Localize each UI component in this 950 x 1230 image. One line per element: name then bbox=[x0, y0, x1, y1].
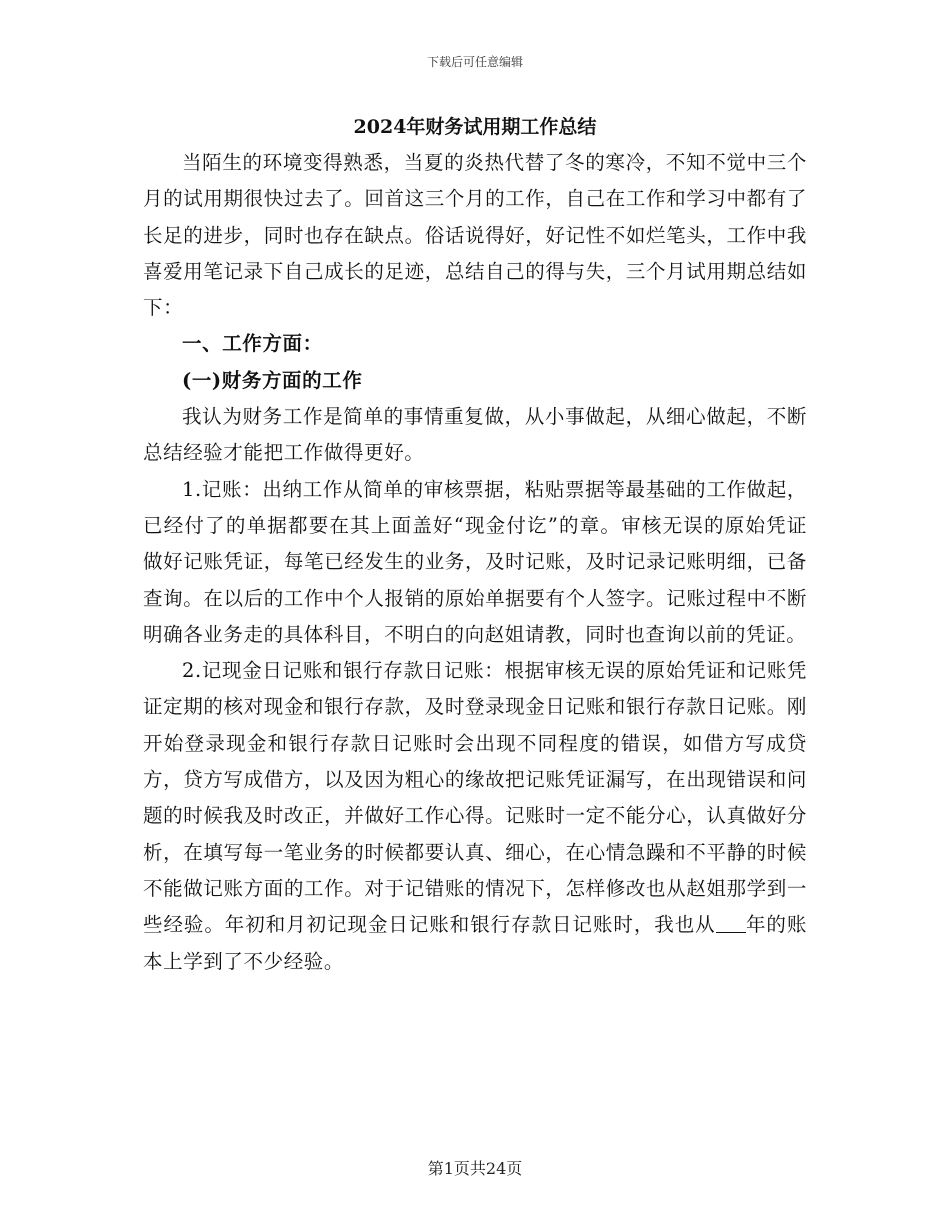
header-note: 下载后可任意编辑 bbox=[426, 55, 523, 69]
paragraph-item-2-start: 2.记现金日记账和银行存款日记账：根据审核无误的原始凭证和记账凭证定期的核对现金和银行存款，及时登录现金日记账和银行存款日记账。刚开始登录现金和银行存款日记账时会出现不同程度的错误，如借方写成贷方，贷方写成借方，以及因为粗心的缘故把记账凭证漏写，在出现错误和问题的时候我及时改正，并做好工作心得。记账时一定不能分心，认真做好分析，在填写每一笔业务的时候都要认真、细心，在心情急躁和不平静的时候不能做记账方面的工作。对于记错账的情况下，怎样修改也从赵姐那学到一些经验。年初和月初记现金日记账和银行存款日记账时，我也从 bbox=[143, 659, 807, 937]
subsection-heading-finance: (一)财务方面的工作 bbox=[182, 368, 363, 392]
blank-underline bbox=[716, 914, 746, 933]
paragraph-item-2-end: 年的账本上学到了不少经验。 bbox=[143, 913, 807, 973]
section-heading-work: 一、工作方面： bbox=[182, 332, 323, 356]
paragraph-item-2 bbox=[143, 653, 807, 980]
intro-paragraph: 当陌生的环境变得熟悉，当夏的炎热代替了冬的寒冷，不知不觉中三个月的试用期很快过去了。回首这三个月的工作，自己在工作和学习中都有了长足的进步，同时也存在缺点。俗话说得好，好记性不如烂笔头，工作中我喜爱用笔记录下自己成长的足迹，总结自己的得与失，三个月试用期总结如下： bbox=[143, 151, 807, 320]
paragraph-item-1: 1.记账：出纳工作从简单的审核票据，粘贴票据等最基础的工作做起，已经付了的单据都要在其上面盖好“现金付讫”的章。审核无误的原始凭证做好记账凭证，每笔已经发生的业务，及时记账，及时记录记账明细，已备查询。在以后的工作中个人报销的原始单据要有个人签字。记账过程中不断明确各业务走的具体科目，不明白的向赵姐请教，同时也查询以前的凭证。 bbox=[143, 477, 807, 646]
document-title: 2024年财务试用期工作总结 bbox=[353, 116, 597, 138]
paragraph-view: 我认为财务工作是简单的事情重复做，从小事做起，从细心做起，不断总结经验才能把工作做得更好。 bbox=[143, 405, 807, 465]
document-body bbox=[143, 145, 807, 980]
page-footer: 第1页共24页 bbox=[427, 1159, 523, 1178]
